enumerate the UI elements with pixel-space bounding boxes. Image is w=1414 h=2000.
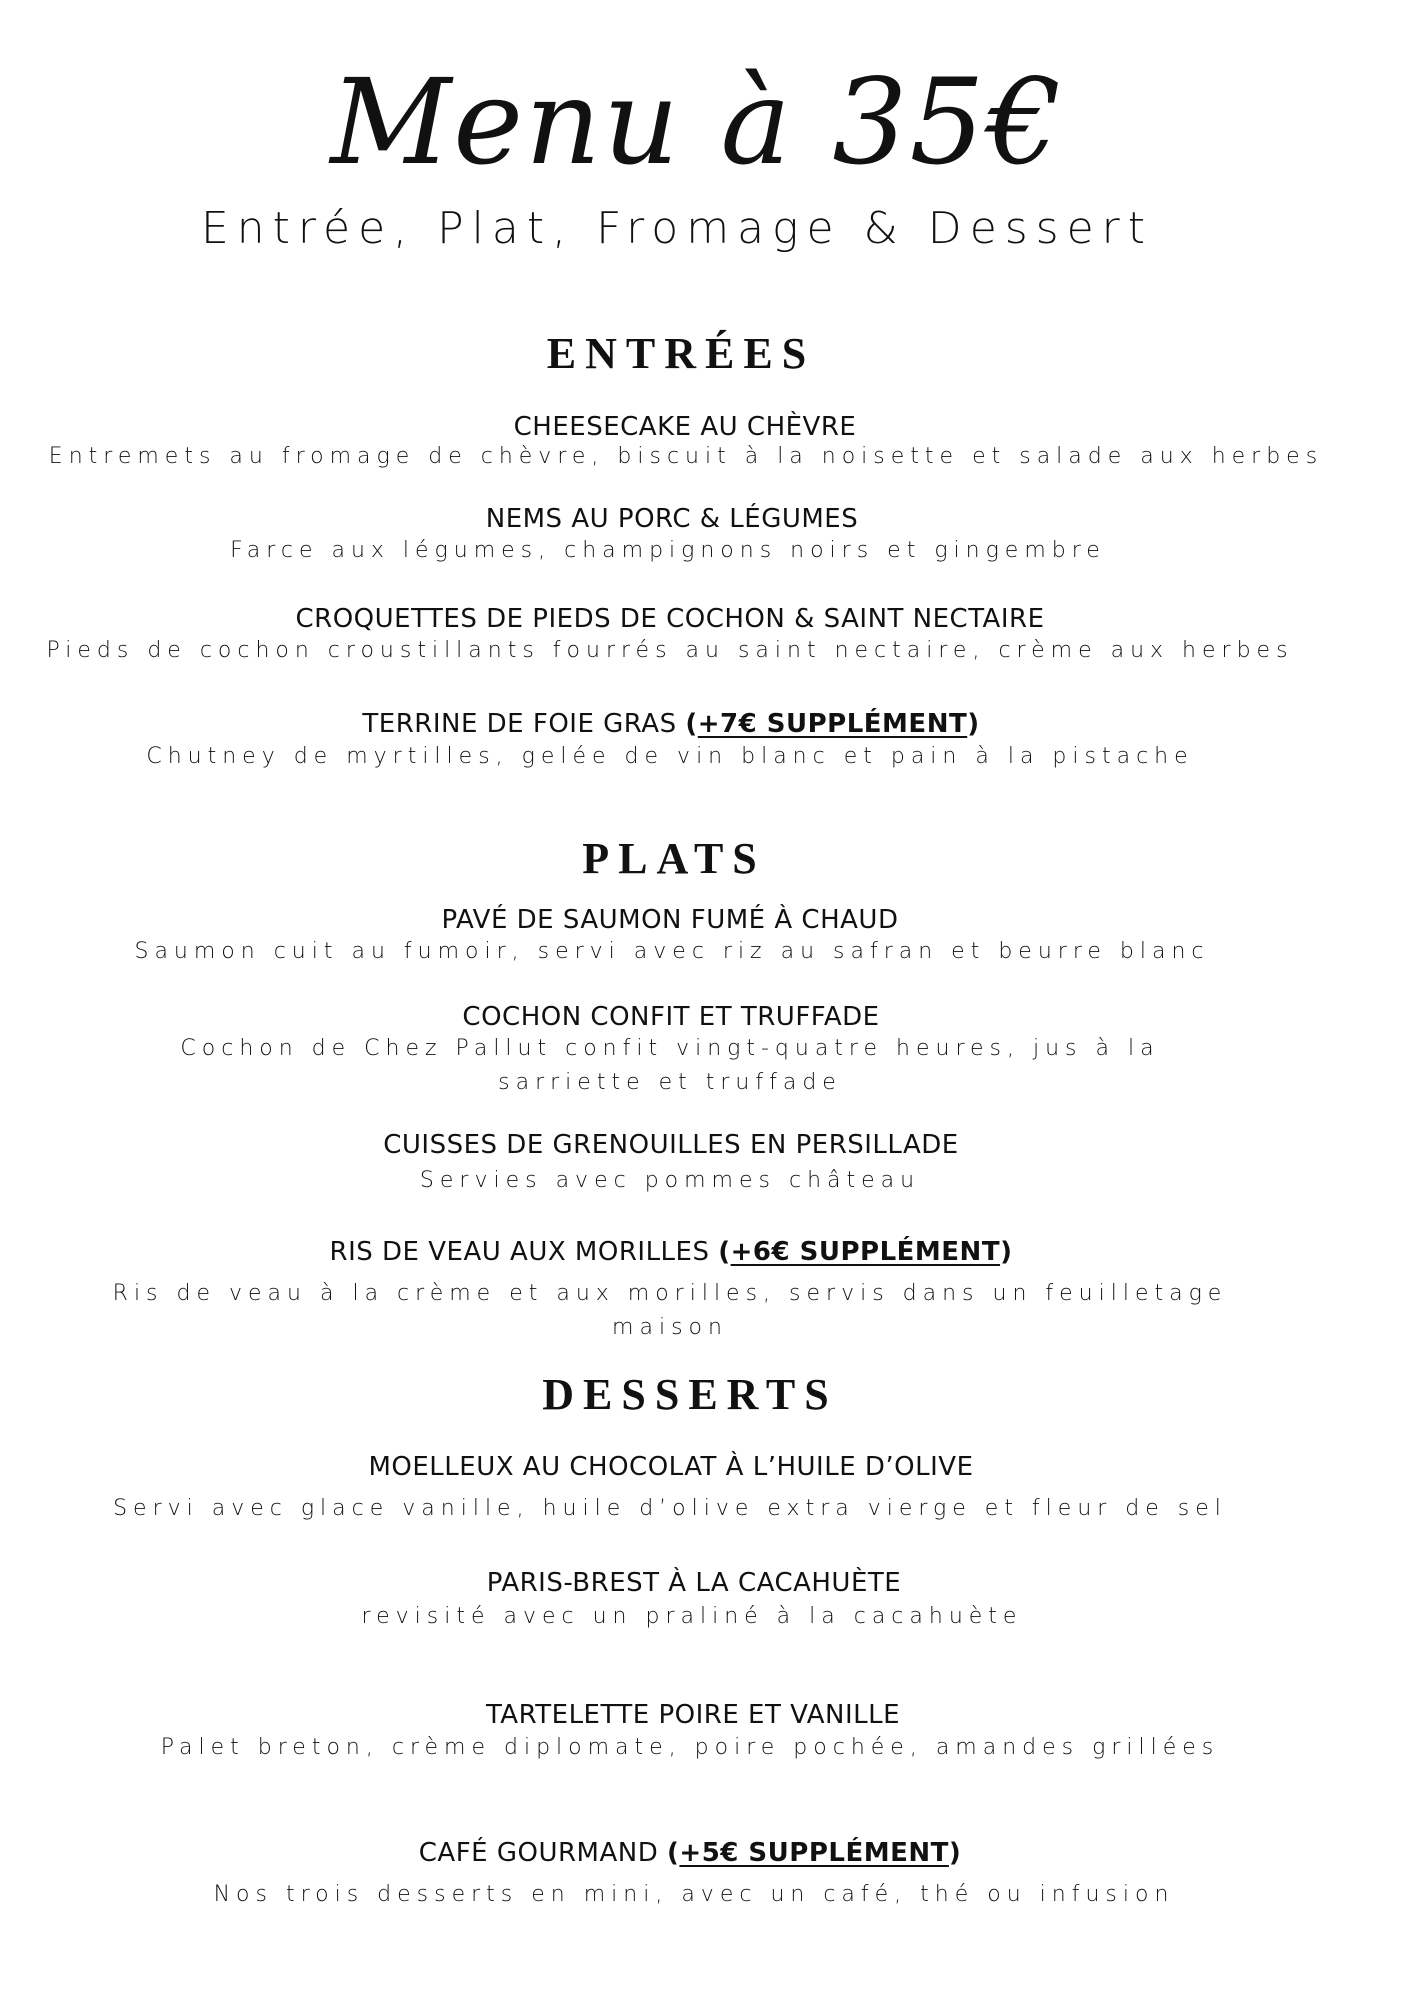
dish-name: TARTELETTE POIRE ET VANILLE — [485, 1700, 901, 1730]
dish-name: CUISSES DE GRENOUILLES EN PERSILLADE — [383, 1130, 959, 1160]
dish-description-line2: maison — [612, 1315, 728, 1340]
dish-description: Nos trois desserts en mini, avec un café, thé ou infusion — [213, 1882, 1175, 1907]
dish-name: CHEESECAKE AU CHÈVRE — [513, 412, 857, 442]
supplement: (+7€ SUPPLÉMENT) — [685, 709, 980, 739]
section-title-plats: PLATS — [582, 834, 766, 883]
supplement: (+6€ SUPPLÉMENT) — [718, 1237, 1013, 1267]
dish-name-text: RIS DE VEAU AUX MORILLES — [329, 1237, 710, 1267]
dish-description: Palet breton, crème diplomate, poire pochée, amandes grillées — [160, 1735, 1220, 1760]
dish-name-with-supplement — [0, 707, 1378, 741]
dish-description: Pieds de cochon croustillants fourrés au saint nectaire, crème aux herbes — [46, 638, 1294, 663]
supplement-price: +5€ SUPPLÉMENT — [679, 1838, 949, 1868]
section-title-entrees: ENTRÉES — [546, 329, 816, 378]
section-title-desserts: DESSERTS — [542, 1370, 838, 1419]
supplement-price: +6€ SUPPLÉMENT — [730, 1237, 1001, 1267]
dish-description: Entremets au fromage de chèvre, biscuit à la noisette et salade aux herbes — [48, 444, 1324, 469]
menu-subtitle: Entrée, Plat, Fromage & Dessert — [200, 203, 1154, 254]
dish-name: MOELLEUX AU CHOCOLAT À L’HUILE D’OLIVE — [368, 1452, 974, 1482]
dish-name-with-supplement — [0, 1235, 1378, 1269]
dish-description: Servies avec pommes château — [419, 1168, 921, 1193]
dish-description-line2: sarriette et truffade — [498, 1070, 842, 1095]
dish-description: revisité avec un praliné à la cacahuète — [361, 1604, 1023, 1629]
dish-description: Saumon cuit au fumoir, servi avec riz au safran et beurre blanc — [134, 939, 1210, 964]
dish-name-text: TERRINE DE FOIE GRAS — [362, 709, 677, 739]
supplement: (+5€ SUPPLÉMENT) — [667, 1838, 962, 1868]
dish-description: Chutney de myrtilles, gelée de vin blanc et pain à la pistache — [146, 744, 1194, 769]
menu-title: Menu à 35€ — [330, 53, 1064, 191]
dish-description-line1: Cochon de Chez Pallut confit vingt-quatre heures, jus à la — [180, 1036, 1160, 1061]
supplement-price: +7€ SUPPLÉMENT — [697, 709, 968, 739]
dish-name-with-supplement — [0, 1836, 1397, 1870]
dish-name: PAVÉ DE SAUMON FUMÉ À CHAUD — [441, 905, 899, 935]
dish-description: Farce aux légumes, champignons noirs et gingembre — [230, 538, 1106, 563]
dish-name: CROQUETTES DE PIEDS DE COCHON & SAINT NECTAIRE — [295, 604, 1045, 634]
dish-description: Servi avec glace vanille, huile d’olive extra vierge et fleur de sel — [113, 1496, 1227, 1521]
dish-name: COCHON CONFIT ET TRUFFADE — [462, 1002, 880, 1032]
dish-description-line1: Ris de veau à la crème et aux morilles, servis dans un feuilletage — [112, 1281, 1228, 1306]
dish-name-text: CAFÉ GOURMAND — [418, 1838, 659, 1868]
dish-name: PARIS-BREST À LA CACAHUÈTE — [486, 1568, 902, 1598]
dish-name: NEMS AU PORC & LÉGUMES — [485, 504, 859, 534]
